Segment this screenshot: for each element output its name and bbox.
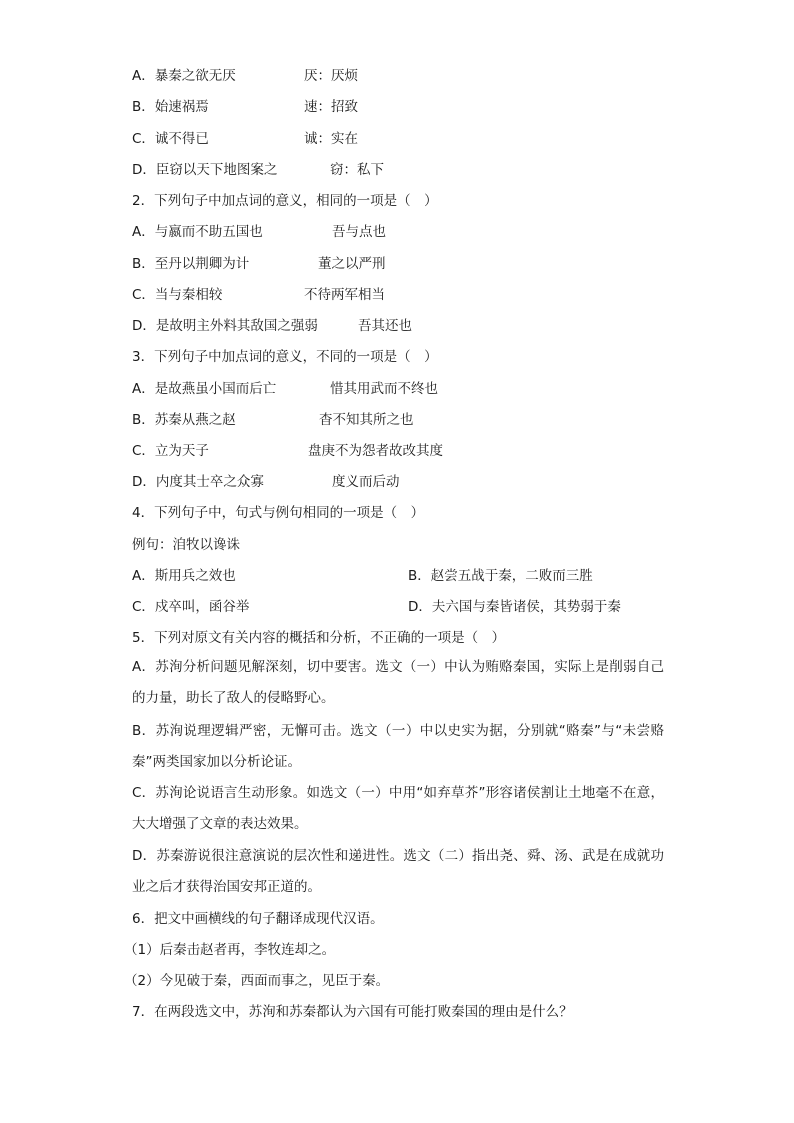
q4-option-b: B．赵尝五战于秦，二败而三胜 [408,568,593,584]
q4-example: 例句：洎牧以谗诛 [132,537,240,553]
q1-option-b-gloss: 速：招致 [304,99,358,115]
q2-option-a: A．与嬴而不助五国也 吾与点也 [132,224,386,240]
q1-option-d-gloss: 窃：私下 [330,162,384,178]
q5-option-a: A．苏洵分析问题见解深刻，切中要害。选文（一）中认为贿赂秦国，实际上是削弱自己的力量，助长了敌人的侵略野心。 [132,659,664,706]
q3-stem: 3．下列句子中加点词的意义，不同的一项是（ ） [132,349,438,365]
q4-stem: 4．下列句子中，句式与例句相同的一项是（ ） [132,505,425,521]
q5-stem: 5．下列对原文有关内容的概括和分析，不正确的一项是（ ） [132,630,506,646]
q2-option-d: D．是故明主外料其敌国之强弱 吾其还也 [132,318,412,334]
q2-option-c: C．当与秦相较 不待两军相当 [132,287,385,303]
q3-option-a: A．是故燕虽小国而后亡 惜其用武而不终也 [132,381,438,397]
q1-option-c-gloss: 诚：实在 [304,131,358,147]
q1-option-c: C．诚不得已 诚：实在 [132,131,358,147]
q5-option-d: D．苏秦游说很注意演说的层次性和递进性。选文（二）指出尧、舜、汤、武是在成就功业之后才获得治国安邦正道的。 [132,848,664,895]
q5-option-b: B．苏洵说理逻辑严密，无懈可击。选文（一）中以史实为据，分别就“赂秦”与“未尝赂秦”两类国家加以分析论证。 [132,723,664,770]
q1-option-b: B．始速祸焉 速：招致 [132,99,358,115]
q6-item-1: （1）后秦击赵者再，李牧连却之。 [124,942,336,958]
q1-option-a-gloss: 厌：厌烦 [304,68,358,84]
q2-stem: 2．下列句子中加点词的意义，相同的一项是（ ） [132,193,438,209]
q4-option-c: C．戍卒叫，函谷举 [132,599,250,615]
q7-stem: 7．在两段选文中，苏洵和苏秦都认为六国有可能打败秦国的理由是什么？ [132,1004,573,1020]
q4-option-d: D．夫六国与秦皆诸侯，其势弱于秦 [408,599,621,615]
q2-option-b: B．至丹以荆卿为计 董之以严刑 [132,256,386,272]
q6-item-2: （2）今见破于秦，西面而事之，见臣于秦。 [124,973,390,989]
q1-option-a: A．暴秦之欲无厌 厌：厌烦 [132,68,358,84]
q6-stem: 6．把文中画横线的句子翻译成现代汉语。 [132,911,384,927]
q1-option-d: D．臣窃以天下地图案之 窃：私下 [132,162,384,178]
q5-option-c: C．苏洵论说语言生动形象。如选文（一）中用“如弃草芥”形容诸侯割让土地毫不在意，大大增强了文章的表达效果。 [132,785,664,832]
q3-option-b: B．苏秦从燕之赵 杳不知其所之也 [132,412,414,428]
q3-option-c: C．立为天子 盘庚不为怨者故改其度 [132,443,443,459]
q3-option-d: D．内度其士卒之众寡 度义而后动 [132,474,400,490]
q4-option-a: A．斯用兵之效也 [132,568,236,584]
